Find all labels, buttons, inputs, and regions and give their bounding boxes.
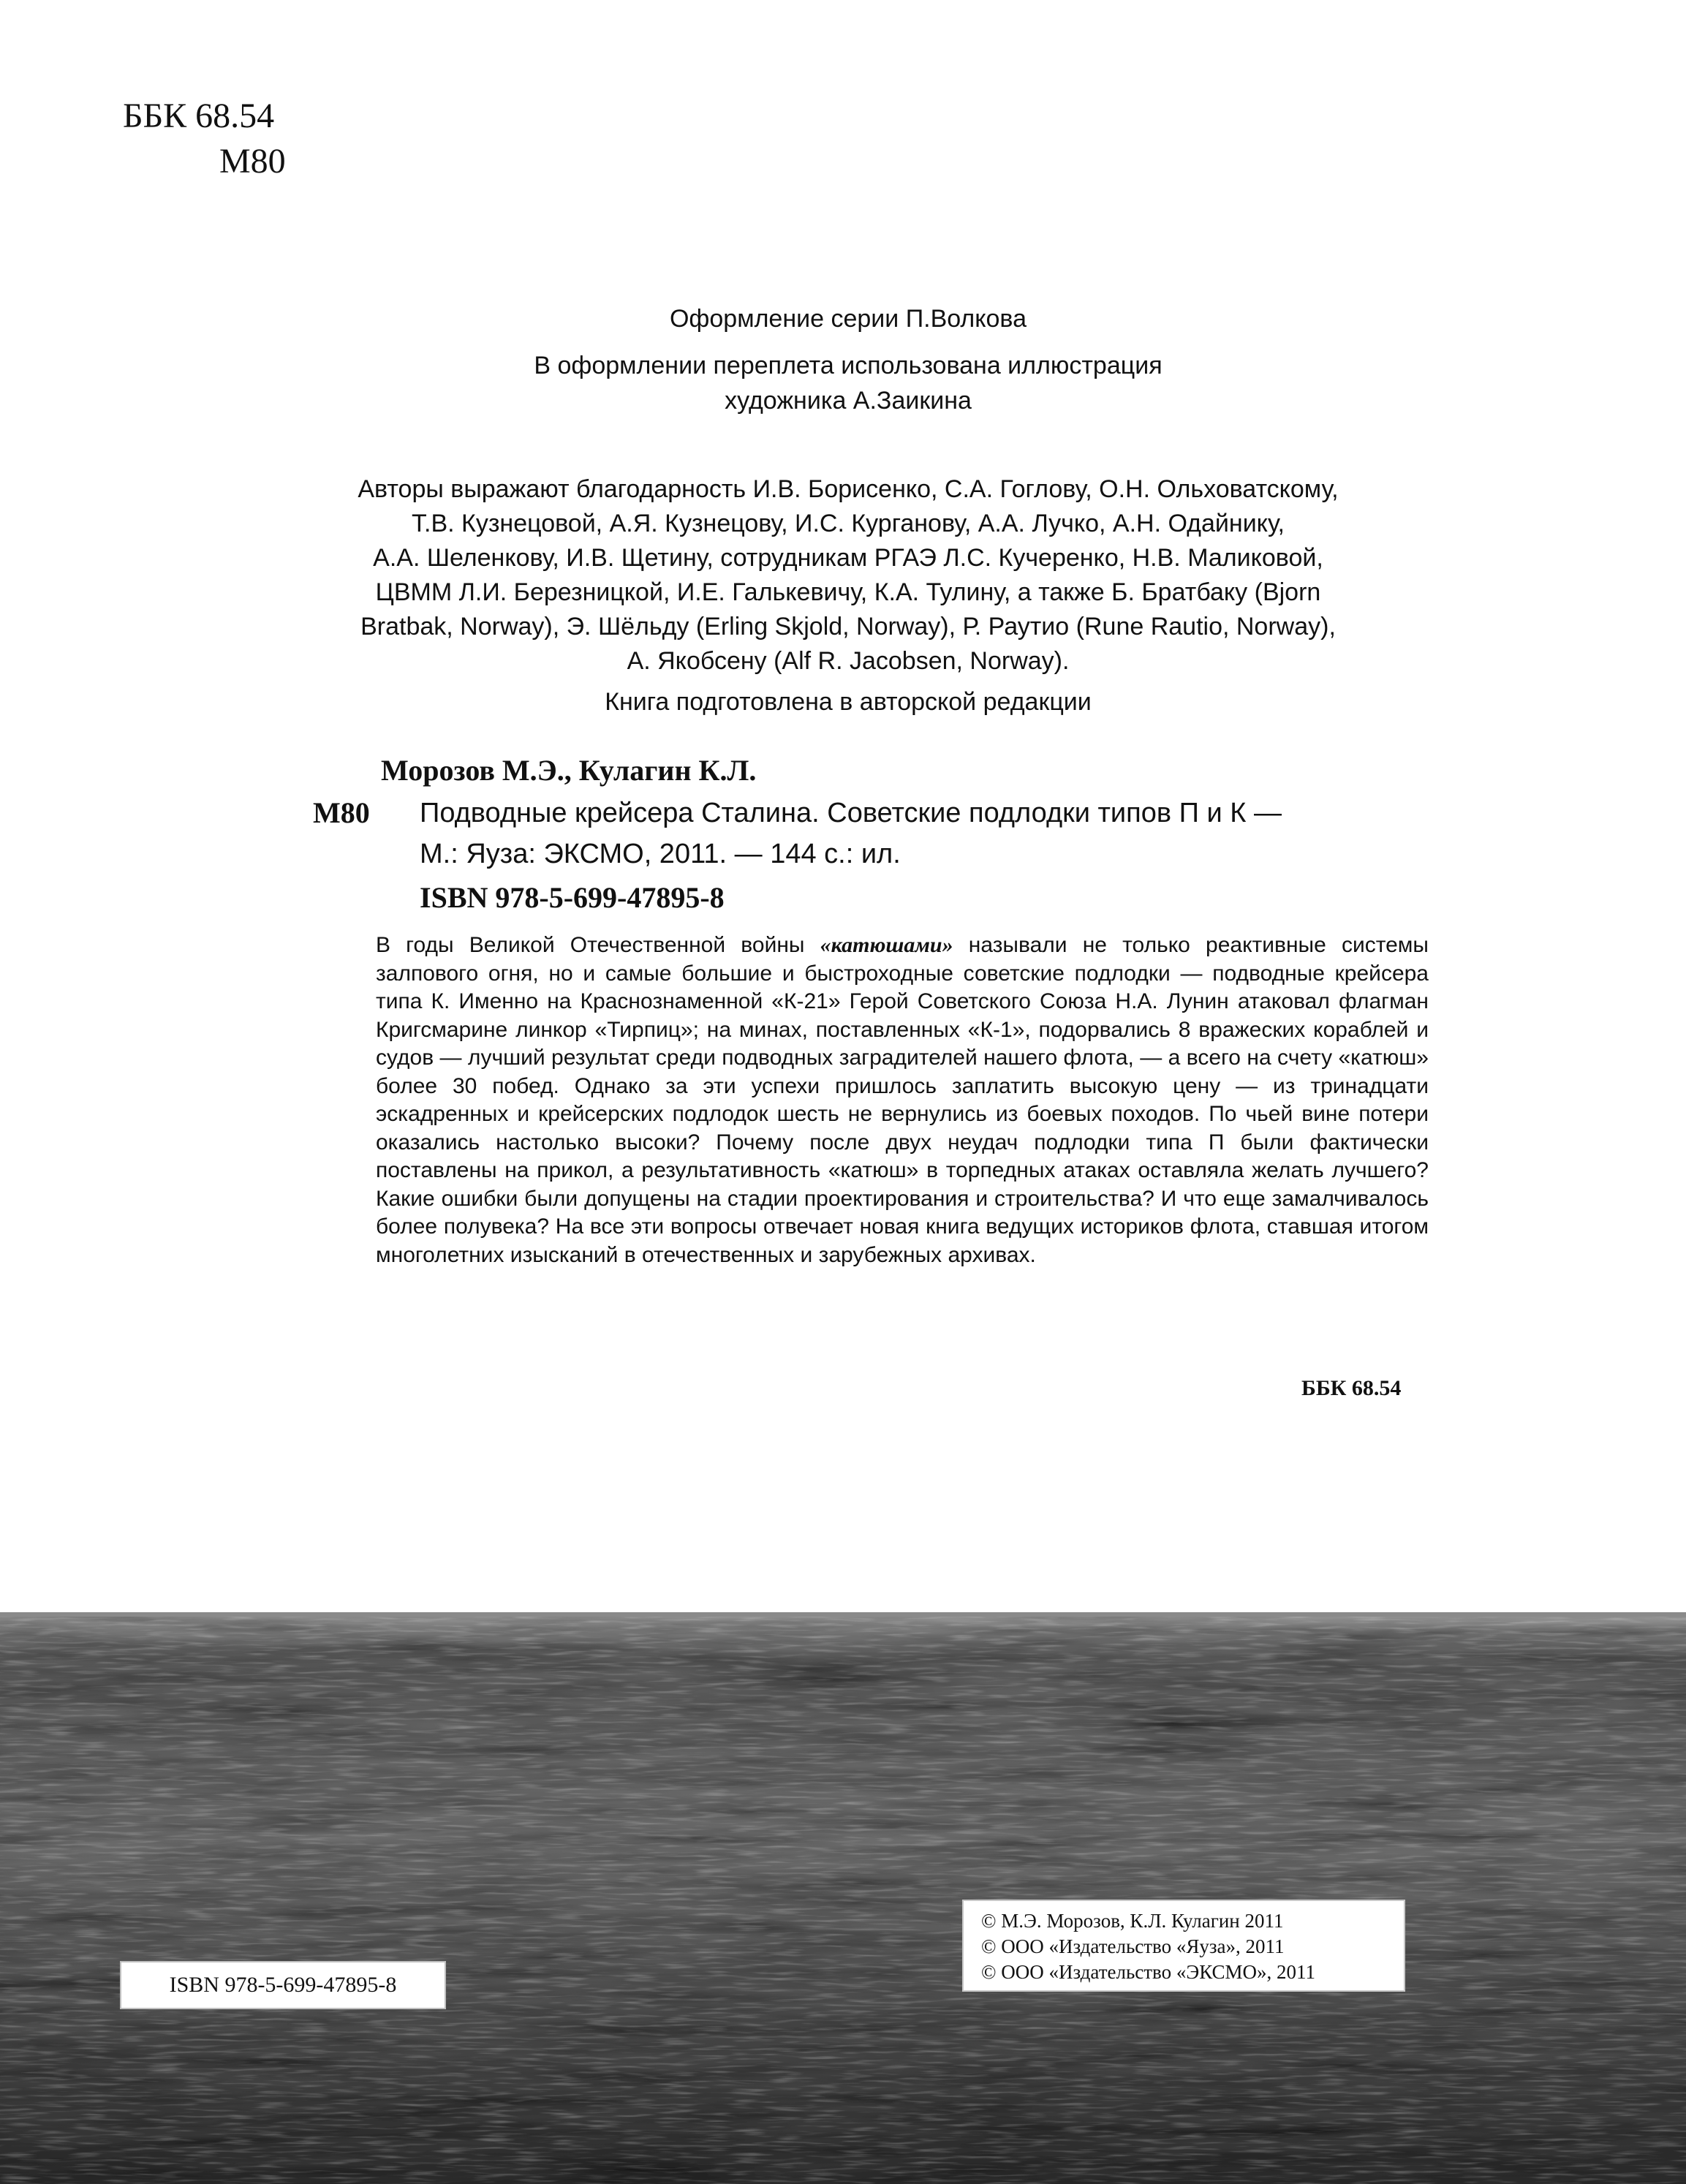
catalog-authors: Морозов М.Э., Кулагин К.Л.: [381, 754, 757, 787]
catalog-citation: [420, 793, 1443, 874]
author-mark: М80: [219, 142, 286, 181]
acknowledgement-line: Т.В. Кузнецовой, А.Я. Кузнецову, И.С. Курганову, А.А. Лучко, А.Н. Одайнику,: [412, 510, 1285, 537]
catalog-mark: М80: [313, 796, 370, 829]
bbk-header: [123, 94, 286, 184]
annotation-emphasis: «катюшами»: [820, 933, 953, 957]
binding-illustration-credit: [278, 348, 1418, 418]
acknowledgements: [278, 472, 1418, 679]
sea-highlights: [0, 1612, 1686, 2184]
series-design-credit: Оформление серии П.Волкова: [669, 305, 1027, 333]
binding-credit-line: художника А.Заикина: [725, 387, 972, 415]
catalog-isbn: ISBN 978-5-699-47895-8: [420, 881, 725, 914]
acknowledgement-line: Авторы выражают благодарность И.В. Борисенко, С.А. Гоглову, О.Н. Ольховатскому,: [358, 475, 1339, 503]
bbk-code: ББК 68.54: [123, 97, 275, 135]
isbn-box: ISBN 978-5-699-47895-8: [120, 1961, 446, 2009]
citation-title-line: Подводные крейсера Сталина. Советские подлодки типов П и К —: [420, 798, 1282, 828]
edition-note: Книга подготовлена в авторской редакции: [605, 688, 1092, 716]
acknowledgement-line: А.А. Шеленкову, И.В. Щетину, сотрудникам РГАЭ Л.С. Кучеренко, Н.В. Маликовой,: [373, 544, 1323, 572]
acknowledgement-line: Bratbak, Norway), Э. Шёльду (Erling Skjold, Norway), Р. Раутио (Rune Rautio, Norway),: [360, 613, 1336, 641]
citation-imprint-line: М.: Яуза: ЭКСМО, 2011. — 144 с.: ил.: [420, 839, 901, 869]
copyright-box: [962, 1900, 1405, 1992]
copyright-line: © ООО «Издательство «ЭКСМО», 2011: [981, 1961, 1316, 1983]
copyright-line: © М.Э. Морозов, К.Л. Кулагин 2011: [981, 1910, 1284, 1932]
annotation-lead: В годы Великой Отечественной войны: [376, 933, 820, 957]
binding-credit-line: В оформлении переплета использована иллюстрация: [534, 352, 1163, 379]
acknowledgement-line: ЦВММ Л.И. Березницкой, И.Е. Галькевичу, К.А. Тулину, а также Б. Братбаку (Bjorn: [375, 578, 1321, 606]
book-annotation: [376, 932, 1429, 1269]
bbk-footer-code: ББК 68.54: [1301, 1376, 1402, 1400]
horizon-line: [0, 1612, 1686, 1617]
sea-photograph: [0, 1612, 1686, 2184]
copyright-line: © ООО «Издательство «Яуза», 2011: [981, 1935, 1285, 1957]
annotation-body: называли не только реактивные системы залпового огня, но и самые большие и быстроходные советские подлодки — подводные крейсера типа К. Именно на Краснознаменной «К-21» Герой Советского Союза Н.А. Лунин атаковал флагман Кригсмарине линкор «Тирпиц»; на минах, поставленных «К-1», подорвались 8 вражеских кораблей и судов — лучший результат среди подводных заградителей нашего флота, — а всего на счету «катюш» более 30 побед. Однако за эти успехи пришлось заплатить высокую цену — из тринадцати эскадренных и крейсерских подлодок шесть не вернулись из боевых походов. По чьей вине потери оказались настолько высоки? Почему после двух неудач подлодки типа П были фактически поставлены на прикол, а результативность «катюш» в торпедных атаках оставляла желать лучшего? Какие ошибки были допущены на стадии проектирования и строительства? И что еще замалчивалось более полувека? На все эти вопросы отвечает новая книга ведущих историков флота, ставшая итогом многолетних изысканий в отечественных и зарубежных архивах.: [376, 933, 1429, 1267]
acknowledgement-line: А. Якобсену (Alf R. Jacobsen, Norway).: [627, 647, 1070, 675]
